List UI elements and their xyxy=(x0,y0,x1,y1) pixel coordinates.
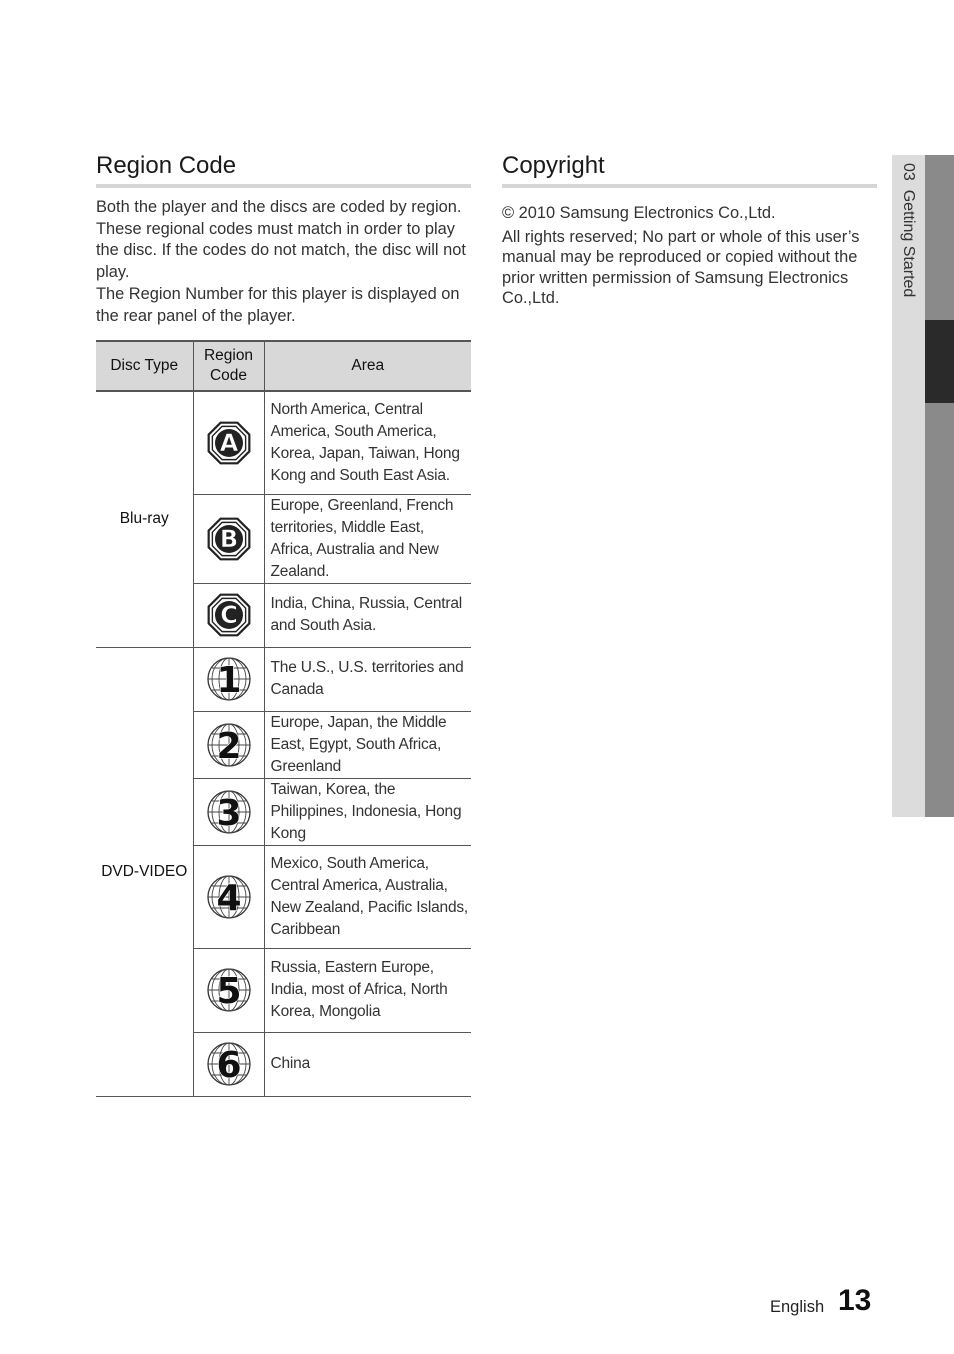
header-area: Area xyxy=(264,341,471,391)
chapter-tab-marker xyxy=(925,320,954,403)
region-3-globe-icon xyxy=(193,778,264,845)
area-cell: Mexico, South America, Central America, Australia, New Zealand, Pacific Islands, Caribbean xyxy=(264,845,471,948)
intro-paragraph-2: The Region Number for this player is displayed on the rear panel of the player. xyxy=(96,284,460,325)
copyright-heading: Copyright xyxy=(502,152,877,188)
area-cell: India, China, Russia, Central and South Asia. xyxy=(264,583,471,647)
svg-text:1: 1 xyxy=(215,660,242,701)
rights-statement: All rights reserved; No part or whole of this user’s manual may be reproduced or copied without the prior written permission of Samsung Electronics Co.,Ltd. xyxy=(502,227,860,308)
area-cell: North America, Central America, South America, Korea, Japan, Taiwan, Hong Kong and South East Asia. xyxy=(264,391,471,494)
svg-text:A: A xyxy=(219,428,238,457)
svg-text:3: 3 xyxy=(215,792,242,834)
chapter-number: 03 xyxy=(900,163,917,181)
table-row xyxy=(96,647,471,711)
svg-text:4: 4 xyxy=(215,877,242,919)
region-4-globe-icon xyxy=(193,845,264,948)
header-region-code xyxy=(193,341,264,391)
chapter-tab-label xyxy=(899,163,917,297)
region-6-globe-icon xyxy=(193,1032,264,1096)
area-cell: The U.S., U.S. territories and Canada xyxy=(264,647,471,711)
footer-language: English xyxy=(770,1298,825,1316)
intro-paragraph-1: Both the player and the discs are coded by region. These regional codes must match in order to play the disc. If the codes do not match, the disc will not play. xyxy=(96,198,466,282)
table-row xyxy=(96,391,471,494)
header-region-code-line1: Region xyxy=(203,347,254,364)
region-b-icon xyxy=(193,494,264,583)
region-c-icon xyxy=(193,583,264,647)
disc-type-cell: Blu-ray xyxy=(96,391,193,647)
area-cell: Europe, Greenland, French territories, Middle East, Africa, Australia and New Zealand. xyxy=(264,494,471,583)
region-a-icon xyxy=(193,391,264,494)
chapter-tab-strip xyxy=(925,155,954,817)
header-disc-type: Disc Type xyxy=(96,341,193,391)
table-header-row xyxy=(96,341,471,391)
region-code-heading: Region Code xyxy=(96,152,471,188)
disc-type-cell: DVD-VIDEO xyxy=(96,647,193,1096)
header-region-code-line2: Code xyxy=(209,367,248,384)
region-1-globe-icon xyxy=(193,647,264,711)
area-cell: Europe, Japan, the Middle East, Egypt, South Africa, Greenland xyxy=(264,711,471,778)
area-cell: Russia, Eastern Europe, India, most of Africa, North Korea, Mongolia xyxy=(264,948,471,1032)
page-number: 13 xyxy=(838,1284,872,1317)
copyright-line: © 2010 Samsung Electronics Co.,Ltd. xyxy=(502,204,776,222)
svg-text:B: B xyxy=(219,524,238,553)
area-cell: Taiwan, Korea, the Philippines, Indonesia, Hong Kong xyxy=(264,778,471,845)
copyright-text xyxy=(502,203,878,312)
area-cell: China xyxy=(264,1032,471,1096)
svg-text:2: 2 xyxy=(215,725,242,767)
region-code-table xyxy=(96,340,471,1097)
region-5-globe-icon xyxy=(193,948,264,1032)
region-code-intro xyxy=(96,197,474,327)
svg-text:6: 6 xyxy=(215,1045,242,1086)
svg-text:C: C xyxy=(219,601,238,629)
region-2-globe-icon xyxy=(193,711,264,778)
chapter-title: Getting Started xyxy=(900,189,917,298)
svg-text:5: 5 xyxy=(215,971,242,1012)
